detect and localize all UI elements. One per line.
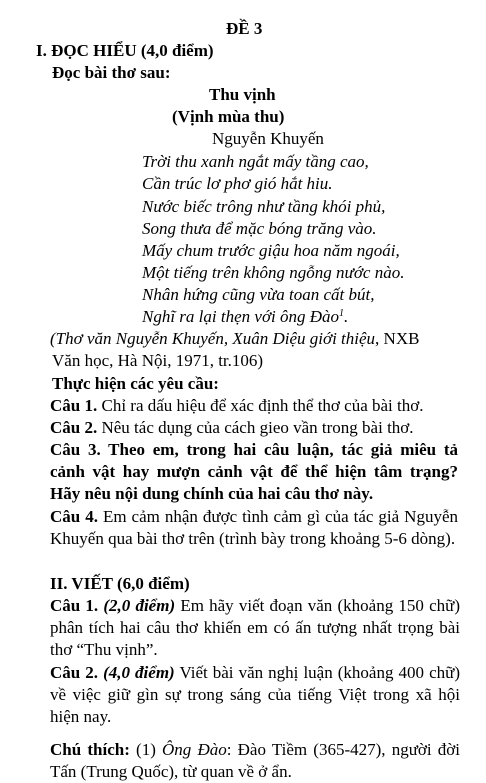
- question-3: [50, 439, 458, 505]
- question-3-text: Theo em, trong hai câu luận, tác giả miêu tả cảnh vật hay mượn cảnh vật để thể hiện tâm trạng? Hãy nêu nội dung chính của hai câu thơ này.: [50, 440, 458, 503]
- footnote-term: Ông Đào: [162, 740, 227, 759]
- question-3-label: Câu 3.: [50, 440, 101, 459]
- writing-task-1-label: Câu 1.: [50, 596, 99, 615]
- footnote-text: : Đào Tiềm (365-427), người đời Tấn (Trung Quốc), từ quan về ở ẩn.: [50, 740, 461, 781]
- footnote-mark: 1: [339, 308, 345, 319]
- question-1: [50, 395, 423, 417]
- poem-line-last: [142, 306, 348, 328]
- writing-task-2-label: Câu 2.: [50, 663, 99, 682]
- poem-line: Một tiếng trên không ngỗng nước nào.: [142, 263, 405, 282]
- section1-instruction: Đọc bài thơ sau:: [52, 63, 171, 82]
- question-4-label: Câu 4.: [50, 507, 98, 526]
- section2-heading: II. VIẾT (6,0 điểm): [50, 574, 190, 593]
- question-2: [50, 417, 414, 439]
- section1-heading: I. ĐỌC HIỂU (4,0 điểm): [36, 41, 214, 60]
- writing-task-2-points: (4,0 điểm): [98, 663, 175, 682]
- question-4: [50, 506, 458, 550]
- writing-task-2-text: Viết bài văn nghị luận (khoảng 400 chữ) về việc giữ gìn sự trong sáng của tiếng Việt trong xã hội hiện nay.: [50, 663, 461, 726]
- footnote: [50, 739, 460, 783]
- poem-line: Cần trúc lơ phơ gió hắt hiu.: [142, 174, 333, 193]
- poem-source-title: (Thơ văn Nguyễn Khuyến, Xuân Diệu giới thiệu: [50, 329, 376, 348]
- poem-subtitle: (Vịnh mùa thu): [172, 107, 285, 126]
- exam-code: ĐỀ 3: [226, 19, 263, 38]
- poem-author: Nguyễn Khuyến: [212, 129, 324, 148]
- question-1-label: Câu 1.: [50, 396, 98, 415]
- question-4-text: Em cảm nhận được tình cảm gì của tác giả Nguyễn Khuyến qua bài thơ trên (trình bày trong khoảng 5-6 dòng).: [50, 507, 458, 548]
- requirements-heading: Thực hiện các yêu cầu:: [52, 374, 219, 393]
- poem-line: Nghĩ ra lại thẹn với ông Đào: [142, 307, 340, 326]
- question-2-label: Câu 2.: [50, 418, 98, 437]
- poem-line: Nước biếc trông như tầng khói phủ,: [142, 197, 386, 216]
- writing-task-1-points: (2,0 điểm): [98, 596, 176, 615]
- poem-line: Song thưa để mặc bóng trăng vào.: [142, 219, 377, 238]
- poem-title: Thu vịnh: [209, 85, 276, 104]
- writing-task-2: [50, 662, 460, 728]
- question-2-text: Nêu tác dụng của cách gieo vần trong bài thơ.: [97, 418, 414, 437]
- poem-line: Nhân hứng cũng vừa toan cất bút,: [142, 285, 375, 304]
- poem-source: [50, 328, 419, 350]
- poem-source-publisher: , NXB: [375, 329, 420, 348]
- poem-line-punct: .: [344, 307, 349, 326]
- footnote-label: Chú thích:: [50, 740, 130, 759]
- poem-line: Mấy chum trước giậu hoa năm ngoái,: [142, 241, 400, 260]
- writing-task-1: [50, 595, 460, 661]
- writing-task-1-text: Em hãy viết đoạn văn (khoảng 150 chữ) phân tích hai câu thơ khiến em có ấn tượng nhất trọng bài thơ “Thu vịnh”.: [50, 596, 460, 659]
- question-1-text: Chỉ ra dấu hiệu để xác định thể thơ của bài thơ.: [97, 396, 424, 415]
- poem-source-line2: Văn học, Hà Nội, 1971, tr.106): [52, 351, 264, 370]
- poem-line: Trời thu xanh ngắt mấy tầng cao,: [142, 152, 369, 171]
- footnote-number: (1): [129, 740, 163, 759]
